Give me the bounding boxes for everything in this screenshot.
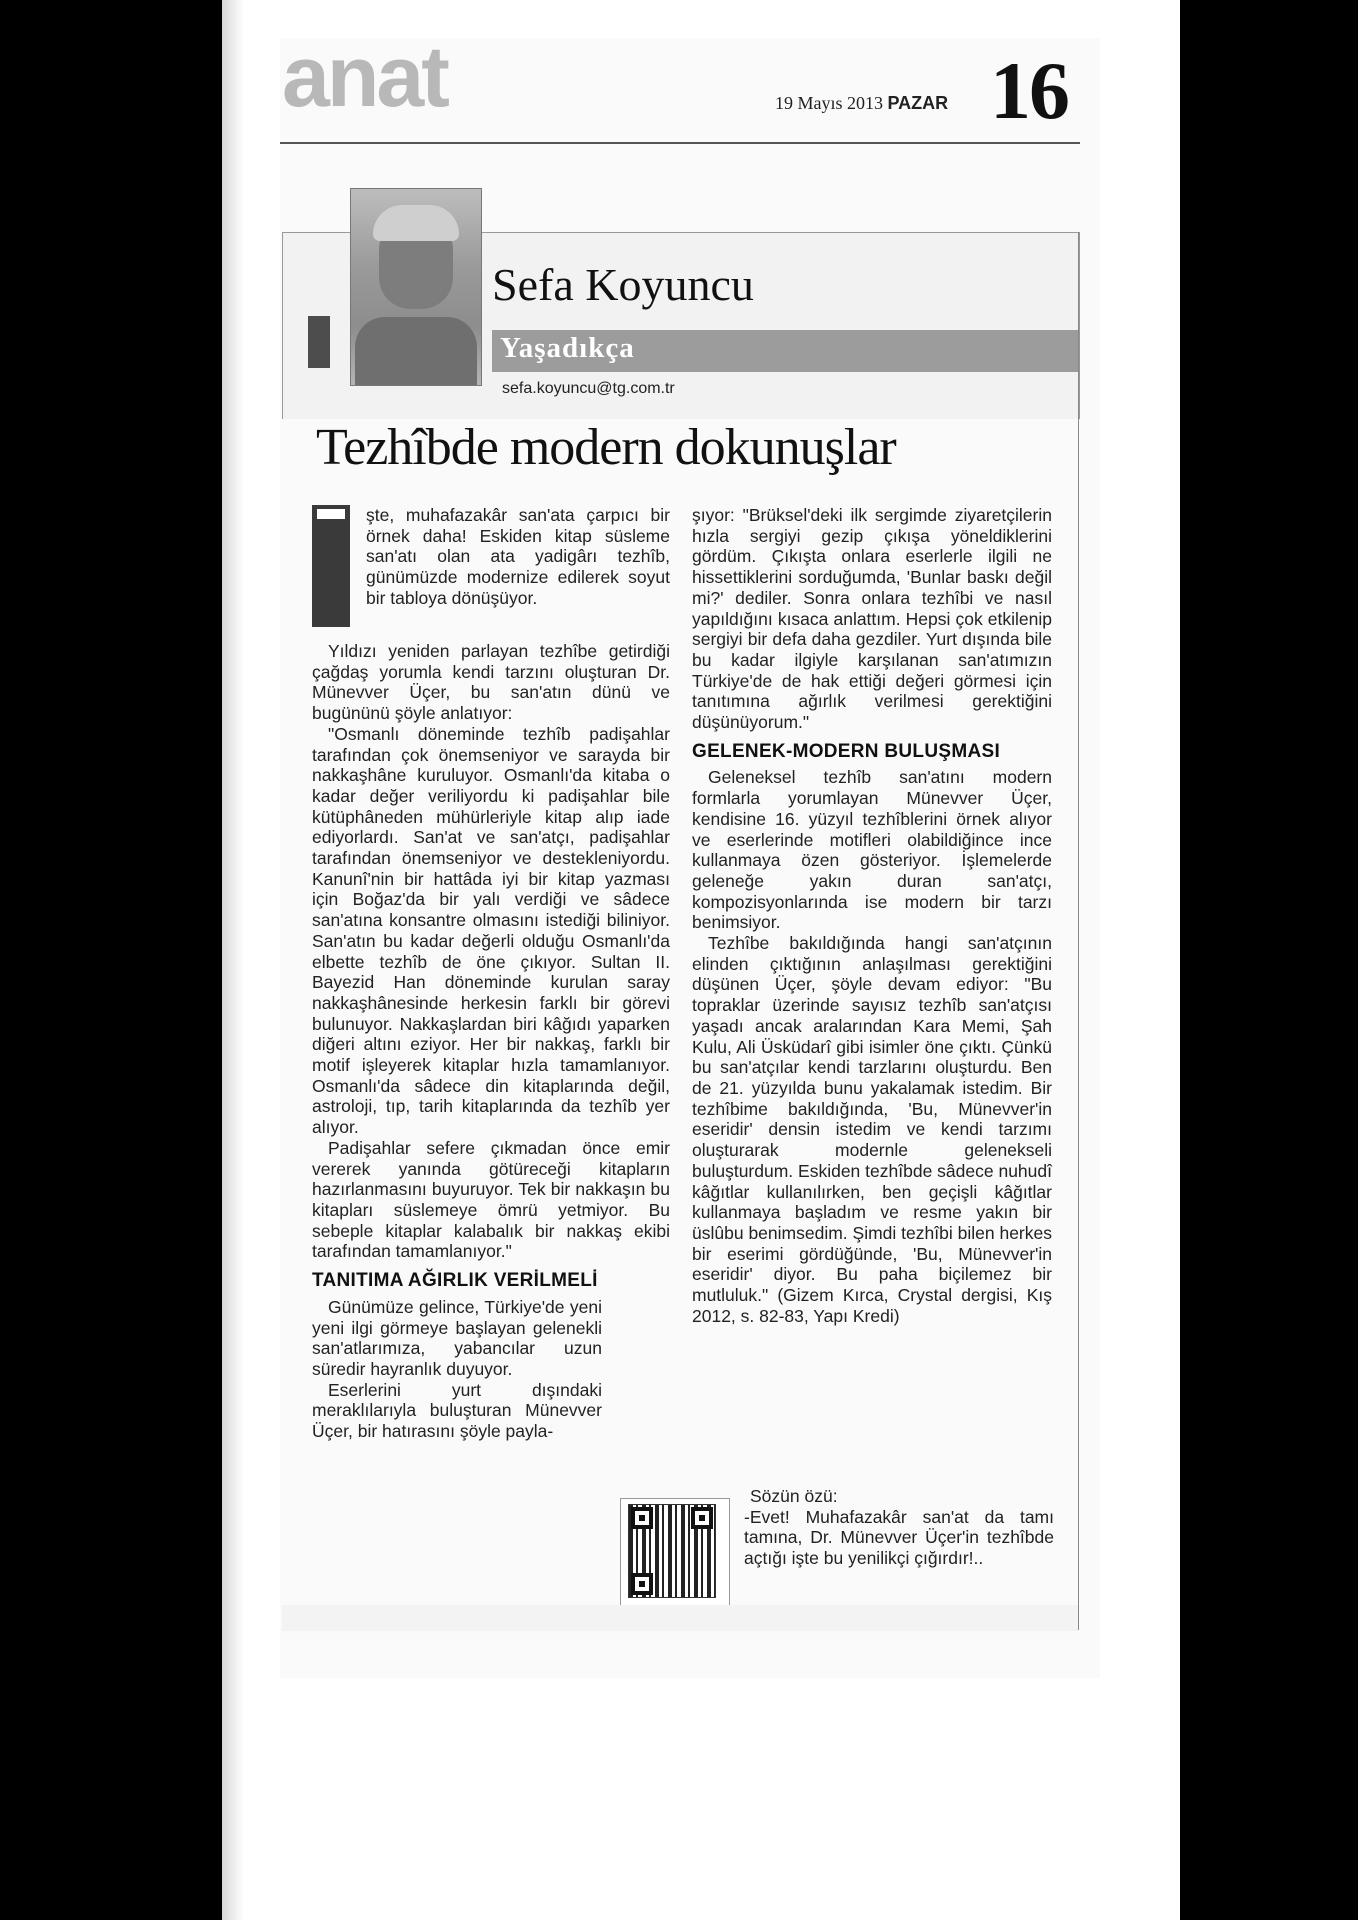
column-name: Yaşadıkça (500, 332, 635, 364)
subheading: GELENEK-MODERN BULUŞMASI (692, 740, 1001, 762)
qr-finder (691, 1507, 713, 1529)
article-headline: Tezhîbde modern dokunuşlar (316, 419, 896, 476)
author-name: Sefa Koyuncu (492, 259, 754, 310)
photo-shirt (355, 317, 477, 385)
dropcap-i (312, 505, 350, 641)
intro-block (312, 505, 670, 641)
dropcap-notch (317, 509, 345, 519)
header-divider (280, 142, 1080, 144)
paragraph: Günümüze gelince, Türkiye'de yeni yeni ilgi görmeye başlayan gelenekli san'atlarımıza, yabancılar uzun süredir hayranlık duyuyor. (312, 1296, 602, 1379)
closing-title: Sözün özü: (750, 1486, 838, 1506)
day-text: PAZAR (887, 93, 949, 113)
dropcap-bar (312, 505, 350, 627)
paragraph: Tezhîbe bakıldığında hangi san'atçının elinden çıktığının anlaşılması gerektiğini düşünen Üçer, şöyle devam ediyor: "Bu topraklar üzerinde sayısız tezhîb san'atçısı yaşadı ancak aralarından Kara Memi, Şah Kulu, Ali Üsküdarî gibi isimler öne çıktı. Çünkü bu san'atçılar kendi tarzlarını oluşturdu. Ben de 21. yüzyılda bunu yakalamak istedim. Bir tezhîbime bakıldığında, 'Bu, Münevver'in eseridir' densin istedim ve kendi tarzımı oluşturarak modernle gelenekseli buluşturdum. Eskiden tezhîbde sâdece nuhudî kâğıtlar kullanılırken, ben geçişli kâğıtlar kullanmaya başladım ve resme yakın bir üslûbu benimsedim. Şimdi tezhîbi bilen herkes bir eserimi gördüğünde, 'Bu, Münevver'in eseridir' diyor. Bu paha biçilemez bir mutluluk." (Gizem Kırca, Crystal dergisi, Kış 2012, s. 82-83, Yapı Kredi) (692, 933, 1052, 1326)
paragraph: şıyor: "Brüksel'deki ilk sergimde ziyaretçilerin hızla sergiyi gezip çıkışa yöneldiklerini gördüm. Çıkışta onlara eserlerle ilgili ne hissettiklerini sorduğumda, 'Bunlar baskı değil mi?' dediler. Sonra onlara tezhîbi ve nasıl yapıldığını kısaca anlattım. Hepsi çok etkilenip sergiyi bir defa daha gezdiler. Yurt dışında bile bu kadar ilgiyle karşılanan san'atımızın Türkiye'de de hak ettiği değeri görmesi için tanıtımına ağırlık verilmesi gerektiğini düşünüyorum." (692, 505, 1052, 733)
qr-finder (631, 1573, 653, 1595)
article-right-column (692, 505, 1052, 1326)
issue-date (775, 93, 948, 114)
section-title: anat (282, 29, 447, 125)
qr-finder (631, 1507, 653, 1529)
bleed-through-text (282, 1605, 1078, 1631)
article-left-column (312, 505, 670, 1442)
frame-right-rule (1078, 232, 1079, 1630)
column-accent-bar (308, 316, 330, 368)
newspaper-page (222, 0, 1180, 1920)
qr-code-icon (628, 1504, 716, 1598)
author-email: sefa.koyuncu@tg.com.tr (502, 380, 675, 397)
photo-hair (373, 205, 459, 241)
page-number: 16 (990, 45, 1068, 136)
paragraph: Eserlerini yurt dışındaki meraklılarıyla buluşturan Münevver Üçer, bir hatırasını şöyle payla- (312, 1379, 602, 1442)
date-text: 19 Mayıs 2013 (775, 93, 883, 113)
closing-block (734, 1486, 1054, 1569)
subheading: TANITIMA AĞIRLIK VERİLMELİ (312, 1270, 598, 1292)
paragraph: Yıldızı yeniden parlayan tezhîbe getirdiği çağdaş yorumla kendi tarzını oluşturan Dr. Münevver Üçer, bu san'atın dünü ve bugününü şöyle anlatıyor: (312, 641, 670, 724)
paragraph: Geleneksel tezhîb san'atını modern formlarla yorumlayan Münevver Üçer, kendisine 16. yüzyıl tezhîblerini örnek alıyor ve eserlerinde motifleri olabildiğince ince kullanmaya özen gösteriyor. İşlemelerde geleneğe yakın duran san'atçı, kompozisyonlarında ise modern bir tarzı benimsiyor. (692, 767, 1052, 933)
author-photo (350, 188, 482, 386)
intro-paragraph: şte, muhafazakâr san'ata çarpıcı bir örnek daha! Eskiden kitap süsleme san'atı olan ata yadigârı tezhîb, günümüzde modernize edilerek soyut bir tabloya dönüşüyor. (366, 505, 670, 608)
scan-shadow (222, 0, 244, 1920)
paragraph: "Osmanlı döneminde tezhîb padişahlar tarafından çok önemseniyor ve sarayda bir nakkaşhâne kuruluyor. Osmanlı'da kitaba o kadar değer veriliyordu ki padişahlar bile kütüphâneden mühürleriyle kitap alıp iade ediyorlardı. San'at ve san'atçı, padişahlar tarafından önemseniyor ve destekleniyordu. Kanunî'nin bir hattâda iyi bir kitap yazması için Boğaz'da bir yalı verdiği ve sâdece san'atına konsantre olmasını istediği biliniyor. San'atın bu kadar değerli olduğu Osmanlı'da elbette tezhîb de öne çıkıyor. Sultan II. Bayezid Han döneminde kurulan saray nakkaşhânesinde herkesin farklı bir görevi bulunuyor. Nakkaşlardan biri kâğıdı yaparken diğeri altını eziyor. Her bir nakkaş, farklı bir motif işleyerek kitaplar hızla tamamlanıyor. Osmanlı'da sâdece din kitaplarında değil, astroloji, tıp, tarih kitaplarında da tezhîb yer alıyor. (312, 723, 670, 1138)
closing-text: -Evet! Muhafazakâr san'at da tamı tamına, Dr. Münevver Üçer'in tezhîbde açtığı işte bu yenilikçi çığırdır!.. (744, 1506, 1054, 1569)
paragraph: Padişahlar sefere çıkmadan önce emir vererek yanında götüreceği kitapların hazırlanmasını buyuruyor. Tek bir nakkaşın bu kitapları süslemeye ömrü yetmiyor. Bu sebeple kitaplar kalabalık bir nakkaş ekibi tarafından tamamlanıyor." (312, 1137, 670, 1262)
